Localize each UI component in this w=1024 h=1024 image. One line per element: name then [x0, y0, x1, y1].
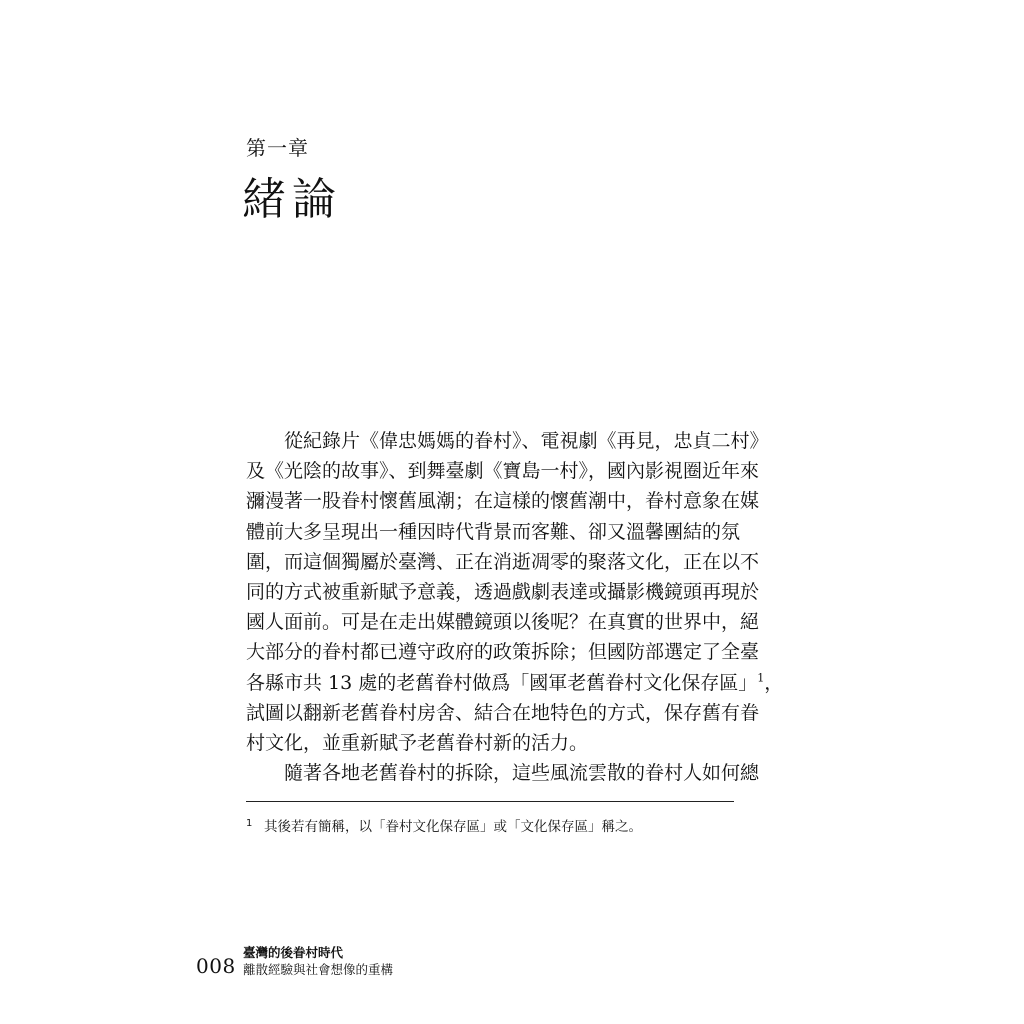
body-line-7: 國人面前。可是在走出媒體鏡頭以後呢？在真實的世界中，絕 — [246, 611, 760, 634]
body-line-6: 同的方式被重新賦予意義，透過戲劇表達或攝影機鏡頭再現於 — [246, 580, 760, 603]
footnote: 1 其後若有簡稱，以「眷村文化保存區」或「文化保存區」稱之。 — [246, 817, 642, 835]
footnote-divider — [246, 801, 734, 802]
body-line-9-text: 各縣市共 13 處的老舊眷村做爲「國軍老舊眷村文化保存區」 — [246, 671, 758, 694]
chapter-label: 第一章 — [246, 136, 309, 160]
body-line-3: 瀰漫著一股眷村懷舊風潮；在這樣的懷舊潮中，眷村意象在媒 — [246, 490, 760, 513]
book-title: 臺灣的後眷村時代 — [243, 945, 344, 960]
body-line-2: 及《光陰的故事》、到舞臺劇《寶島一村》，國內影視圈近年來 — [246, 460, 760, 483]
footnote-reference[interactable]: 1 — [757, 671, 765, 685]
body-line-5: 圍，而這個獨屬於臺灣、正在消逝凋零的聚落文化，正在以不 — [246, 550, 760, 573]
body-line-9-tail: ， — [764, 671, 784, 694]
body-line-1: 從紀錄片《偉忠媽媽的眷村》、電視劇《再見，忠貞二村》 — [284, 430, 769, 452]
body-line-9 — [246, 668, 784, 698]
running-footer — [243, 944, 393, 978]
body-line-11: 村文化，並重新賦予老舊眷村新的活力。 — [246, 731, 589, 754]
book-subtitle: 離散經驗與社會想像的重構 — [243, 962, 394, 977]
body-line-10: 試圖以翻新老舊眷村房舍、結合在地特色的方式，保存舊有眷 — [246, 701, 760, 724]
body-line-8: 大部分的眷村都已遵守政府的政策拆除；但國防部選定了全臺 — [246, 641, 760, 664]
body-line-12: 隨著各地老舊眷村的拆除，這些風流雲散的眷村人如何總 — [284, 762, 760, 785]
chapter-title: 緒論 — [242, 174, 342, 225]
footnote-text: 其後若有簡稱，以「眷村文化保存區」或「文化保存區」稱之。 — [264, 819, 642, 835]
body-text — [246, 426, 784, 788]
page-number: 008 — [196, 954, 236, 978]
body-line-4: 體前大多呈現出一種因時代背景而客難、卻又溫馨團結的氛 — [246, 520, 741, 543]
